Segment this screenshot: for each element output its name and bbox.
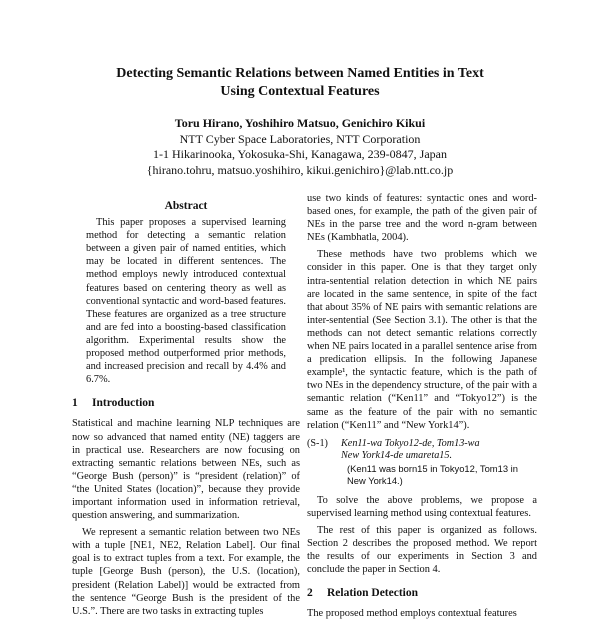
example-line-1: Ken11-wa Tokyo12-de, Tom13-wa <box>341 437 480 449</box>
abstract-heading: Abstract <box>164 200 208 212</box>
section-2-number: 2 <box>307 587 313 600</box>
problems-paragraph: These methods have two problems which we consider in this paper. One is that they target only intra-sentential relation detection in which NE pairs are located in the same sentence, in spite of the fact that about 35% of NE pairs with semantic relations are inter-sentential (See Section 3.1). The other is that the methods can not detect semantic relations correctly when NE pairs located in a parallel sentence arise from a predication ellipsis. In the following Japanese example¹, the syntactic feature, which is the path of two NEs in the dependency structure, of the pair with a semantic relation (“Ken11” and “Tokyo12”) is the same as the feature of the pair with no semantic relation (“Ken11” and “New York14”). <box>307 249 537 431</box>
section-2-heading <box>307 587 537 600</box>
gloss-line-2: New York14.) <box>347 475 403 487</box>
intro-paragraph-1: Statistical and machine learning NLP techniques are now so advanced that named entity (NE) taggers are in practical use. Researchers are now focusing on extracting semantic relations between NEs, such as “George Bush (person)” is “president (relation)” of “the United States (location)”, because they provide important information used in information retrieval, question answering, and summarization. <box>72 418 300 522</box>
gloss-line-1: (Ken11 was born15 in Tokyo12, Tom13 in <box>347 462 518 474</box>
intro-paragraph-2: We represent a semantic relation between two NEs with a tuple [NE1, NE2, Relation Label]. Our final goal is to extract tuples from a text. For example, the tuple [George Bush (person), the U.S. (location), president (Relation Label)] would be extracted from the sentence “George Bush is the president of the U.S.”. There are two tasks in extracting tuples <box>72 527 300 617</box>
paper-title <box>40 65 560 101</box>
affiliation: NTT Cyber Space Laboratories, NTT Corporation <box>179 131 421 146</box>
author-names: Toru Hirano, Yoshihiro Matsuo, Genichiro Kikui <box>174 116 426 130</box>
section-2-paragraph-1: The proposed method employs contextual features <box>307 608 517 620</box>
left-column <box>72 200 300 618</box>
title-line-2: Using Contextual Features <box>220 84 380 99</box>
author-block <box>40 116 560 178</box>
section-2-title: Relation Detection <box>327 587 419 600</box>
abstract-text: This paper proposes a supervised learning method for detecting a semantic relation between a given pair of named entities, which may be located in different sentences. The method employs newly introduced contextual features based on centering theory as well as conventional syntactic and word-based features. These features are organized as a tree structure and are fed into a boosting-based classification algorithm. Experimental results show the proposed method outperformed prior methods, and increased precision and recall by 4.4% and 6.7%. <box>86 217 286 386</box>
right-column <box>307 192 537 620</box>
section-1-number: 1 <box>72 397 78 410</box>
example-s1 <box>307 438 537 488</box>
rest-paragraph: The rest of this paper is organized as follows. Section 2 describes the proposed method. We report the results of our experiments in Section 3 and conclude the paper in Section 4. <box>307 524 537 576</box>
email: {hirano.tohru, matsuo.yoshihiro, kikui.genichiro}@lab.ntt.co.jp <box>146 162 454 177</box>
solve-paragraph: To solve the above problems, we propose a supervised learning method using contextual features. <box>307 494 537 519</box>
continued-paragraph: use two kinds of features: syntactic ones and word-based ones, for example, the path of the given pair of NEs in the parse tree and the word n-gram between NEs (Kambhatla, 2004). <box>307 193 537 244</box>
section-1-title: Introduction <box>92 397 155 410</box>
title-line-1: Detecting Semantic Relations between Named Entities in Text <box>116 66 484 81</box>
example-label: (S-1) <box>307 437 328 449</box>
address: 1-1 Hikarinooka, Yokosuka-Shi, Kanagawa, 239-0847, Japan <box>153 147 447 161</box>
section-1-heading <box>72 397 300 410</box>
example-line-2: New York14-de umareta15. <box>341 450 453 462</box>
